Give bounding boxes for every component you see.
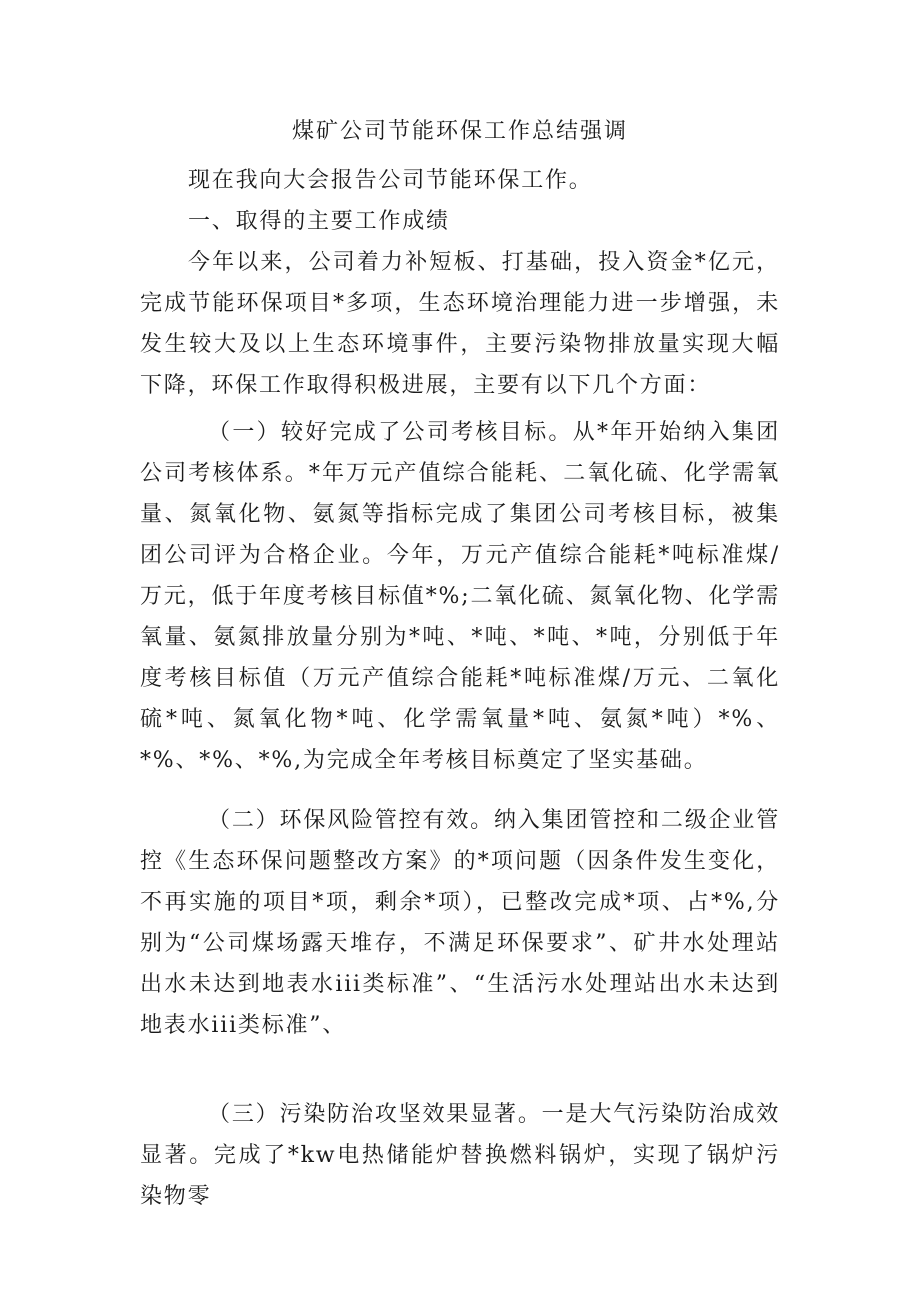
summary-paragraph: 今年以来，公司着力补短板、打基础，投入资金*亿元，完成节能环保项目*多项，生态环境治理能力进一步增强，未发生较大及以上生态环境事件，主要污染物排放量实现大幅下降，环保工作取得积极进展，主要有以下几个方面： [140, 250, 780, 398]
item-one-paragraph: （一）较好完成了公司考核目标。从*年开始纳入集团公司考核体系。*年万元产值综合能耗、二氧化硫、化学需氧量、氮氧化物、氨氮等指标完成了集团公司考核目标，被集团公司评为合格企业。今年，万元产值综合能耗*吨标准煤/万元，低于年度考核目标值*%;二氧化硫、氮氧化物、化学需氧量、氨氮排放量分别为*吨、*吨、*吨、*吨，分别低于年度考核目标值（万元产值综合能耗*吨标准煤/万元、二氧化硫*吨、氮氧化物*吨、化学需氧量*吨、氨氮*吨）*%、*%、*%、*%,为完成全年考核目标奠定了坚实基础。 [140, 420, 780, 773]
document-title: 煤矿公司节能环保工作总结强调 [291, 119, 628, 144]
item-three-paragraph: （三）污染防治攻坚效果显著。一是大气污染防治成效显著。完成了*kw电热储能炉替换燃料锅炉，实现了锅炉污染物零 [140, 1102, 780, 1209]
section-heading: 一、取得的主要工作成绩 [188, 209, 450, 234]
intro-paragraph: 现在我向大会报告公司节能环保工作。 [188, 168, 593, 193]
item-two-paragraph: （二）环保风险管控有效。纳入集团管控和二级企业管控《生态环保问题整改方案》的*项问题（因条件发生变化，不再实施的项目*项，剩余*项），已整改完成*项、占*%,分别为“公司煤场露天堆存，不满足环保要求”、矿井水处理站出水未达到地表水iii类标准”、“生活污水处理站出水未达到地表水iii类标准”、 [140, 808, 780, 1038]
